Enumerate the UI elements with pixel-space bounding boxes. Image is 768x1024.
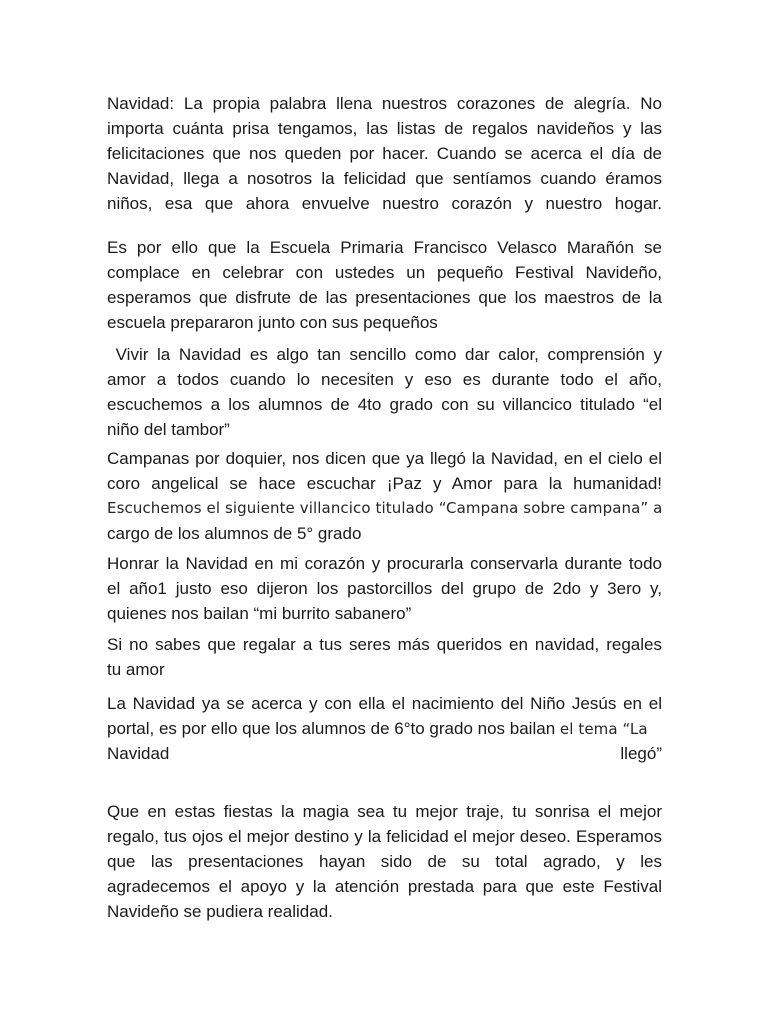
paragraph-closing — [107, 799, 662, 924]
text-line: Navideño se pudiera realidad. — [107, 902, 333, 921]
text-segment: portal, es por ello que los alumnos de 6°to grado nos bailan — [107, 719, 560, 738]
text-line: niño del tambor” — [107, 420, 230, 439]
text-line: Navidad, llega a nosotros la felicidad que sentíamos cuando éramos — [107, 169, 662, 188]
text-line: escuela prepararon junto con sus pequeños — [107, 313, 438, 332]
text-line: Vivir la Navidad es algo tan sencillo como dar calor, comprensión y — [107, 345, 662, 364]
paragraph-school-festival — [107, 235, 662, 335]
paragraph-regalo-amor — [107, 632, 662, 682]
text-line: quienes nos bailan “mi burrito sabanero” — [107, 604, 412, 623]
paragraph-6to-grado — [107, 691, 662, 766]
text-segment: llegó” — [620, 744, 662, 763]
text-line: agradecemos el apoyo y la atención prestada para que este Festival — [107, 877, 662, 896]
text-line: Navidad: La propia palabra llena nuestros corazones de alegría. No — [107, 94, 662, 113]
text-line: Si no sabes que regalar a tus seres más queridos en navidad, regales — [107, 635, 662, 654]
text-line: complace en celebrar con ustedes un pequeño Festival Navideño, — [107, 263, 662, 282]
text-line: cargo de los alumnos de 5° grado — [107, 524, 362, 543]
text-line: tu amor — [107, 660, 165, 679]
paragraph-5to-grado — [107, 446, 662, 546]
text-line: regalo, tus ojos el mejor destino y la felicidad el mejor deseo. Esperamos — [107, 827, 662, 846]
paragraph-4to-grado — [107, 342, 662, 442]
text-line: Campanas por doquier, nos dicen que ya llegó la Navidad, en el cielo el — [107, 449, 662, 468]
text-line: niños, esa que ahora envuelve nuestro corazón y nuestro hogar. — [107, 194, 662, 213]
text-line: Que en estas fiestas la magia sea tu mejor traje, tu sonrisa el mejor — [107, 802, 662, 821]
text-line: Honrar la Navidad en mi corazón y procurarla conservarla durante todo — [107, 554, 662, 573]
text-segment: Navidad — [107, 744, 170, 763]
text-line: coro angelical se hace escuchar ¡Paz y Amor para la humanidad! — [107, 474, 662, 493]
text-line: escuchemos a los alumnos de 4to grado con su villancico titulado “el — [107, 395, 662, 414]
text-line: felicitaciones que nos queden por hacer. Cuando se acerca el día de — [107, 144, 662, 163]
text-line: el año1 justo eso dijeron los pastorcillos del grupo de 2do y 3ero y, — [107, 579, 662, 598]
paragraph-intro — [107, 91, 662, 216]
text-line: Es por ello que la Escuela Primaria Francisco Velasco Marañón se — [107, 238, 662, 257]
text-line: importa cuánta prisa tengamos, las listas de regalos navideños y las — [107, 119, 662, 138]
paragraph-2do-3ero-grado — [107, 551, 662, 626]
text-line: Escuchemos el siguiente villancico titulado “Campana sobre campana” a — [107, 499, 662, 517]
text-line: La Navidad ya se acerca y con ella el nacimiento del Niño Jesús en el — [107, 694, 662, 713]
text-line: que las presentaciones hayan sido de su total agrado, y les — [107, 852, 662, 871]
text-line — [107, 741, 662, 766]
text-line — [107, 716, 662, 741]
text-segment-light: el tema “La — [559, 720, 648, 738]
text-line: esperamos que disfrute de las presentaciones que los maestros de la — [107, 288, 662, 307]
text-line: amor a todos cuando lo necesiten y eso es durante todo el año, — [107, 370, 662, 389]
